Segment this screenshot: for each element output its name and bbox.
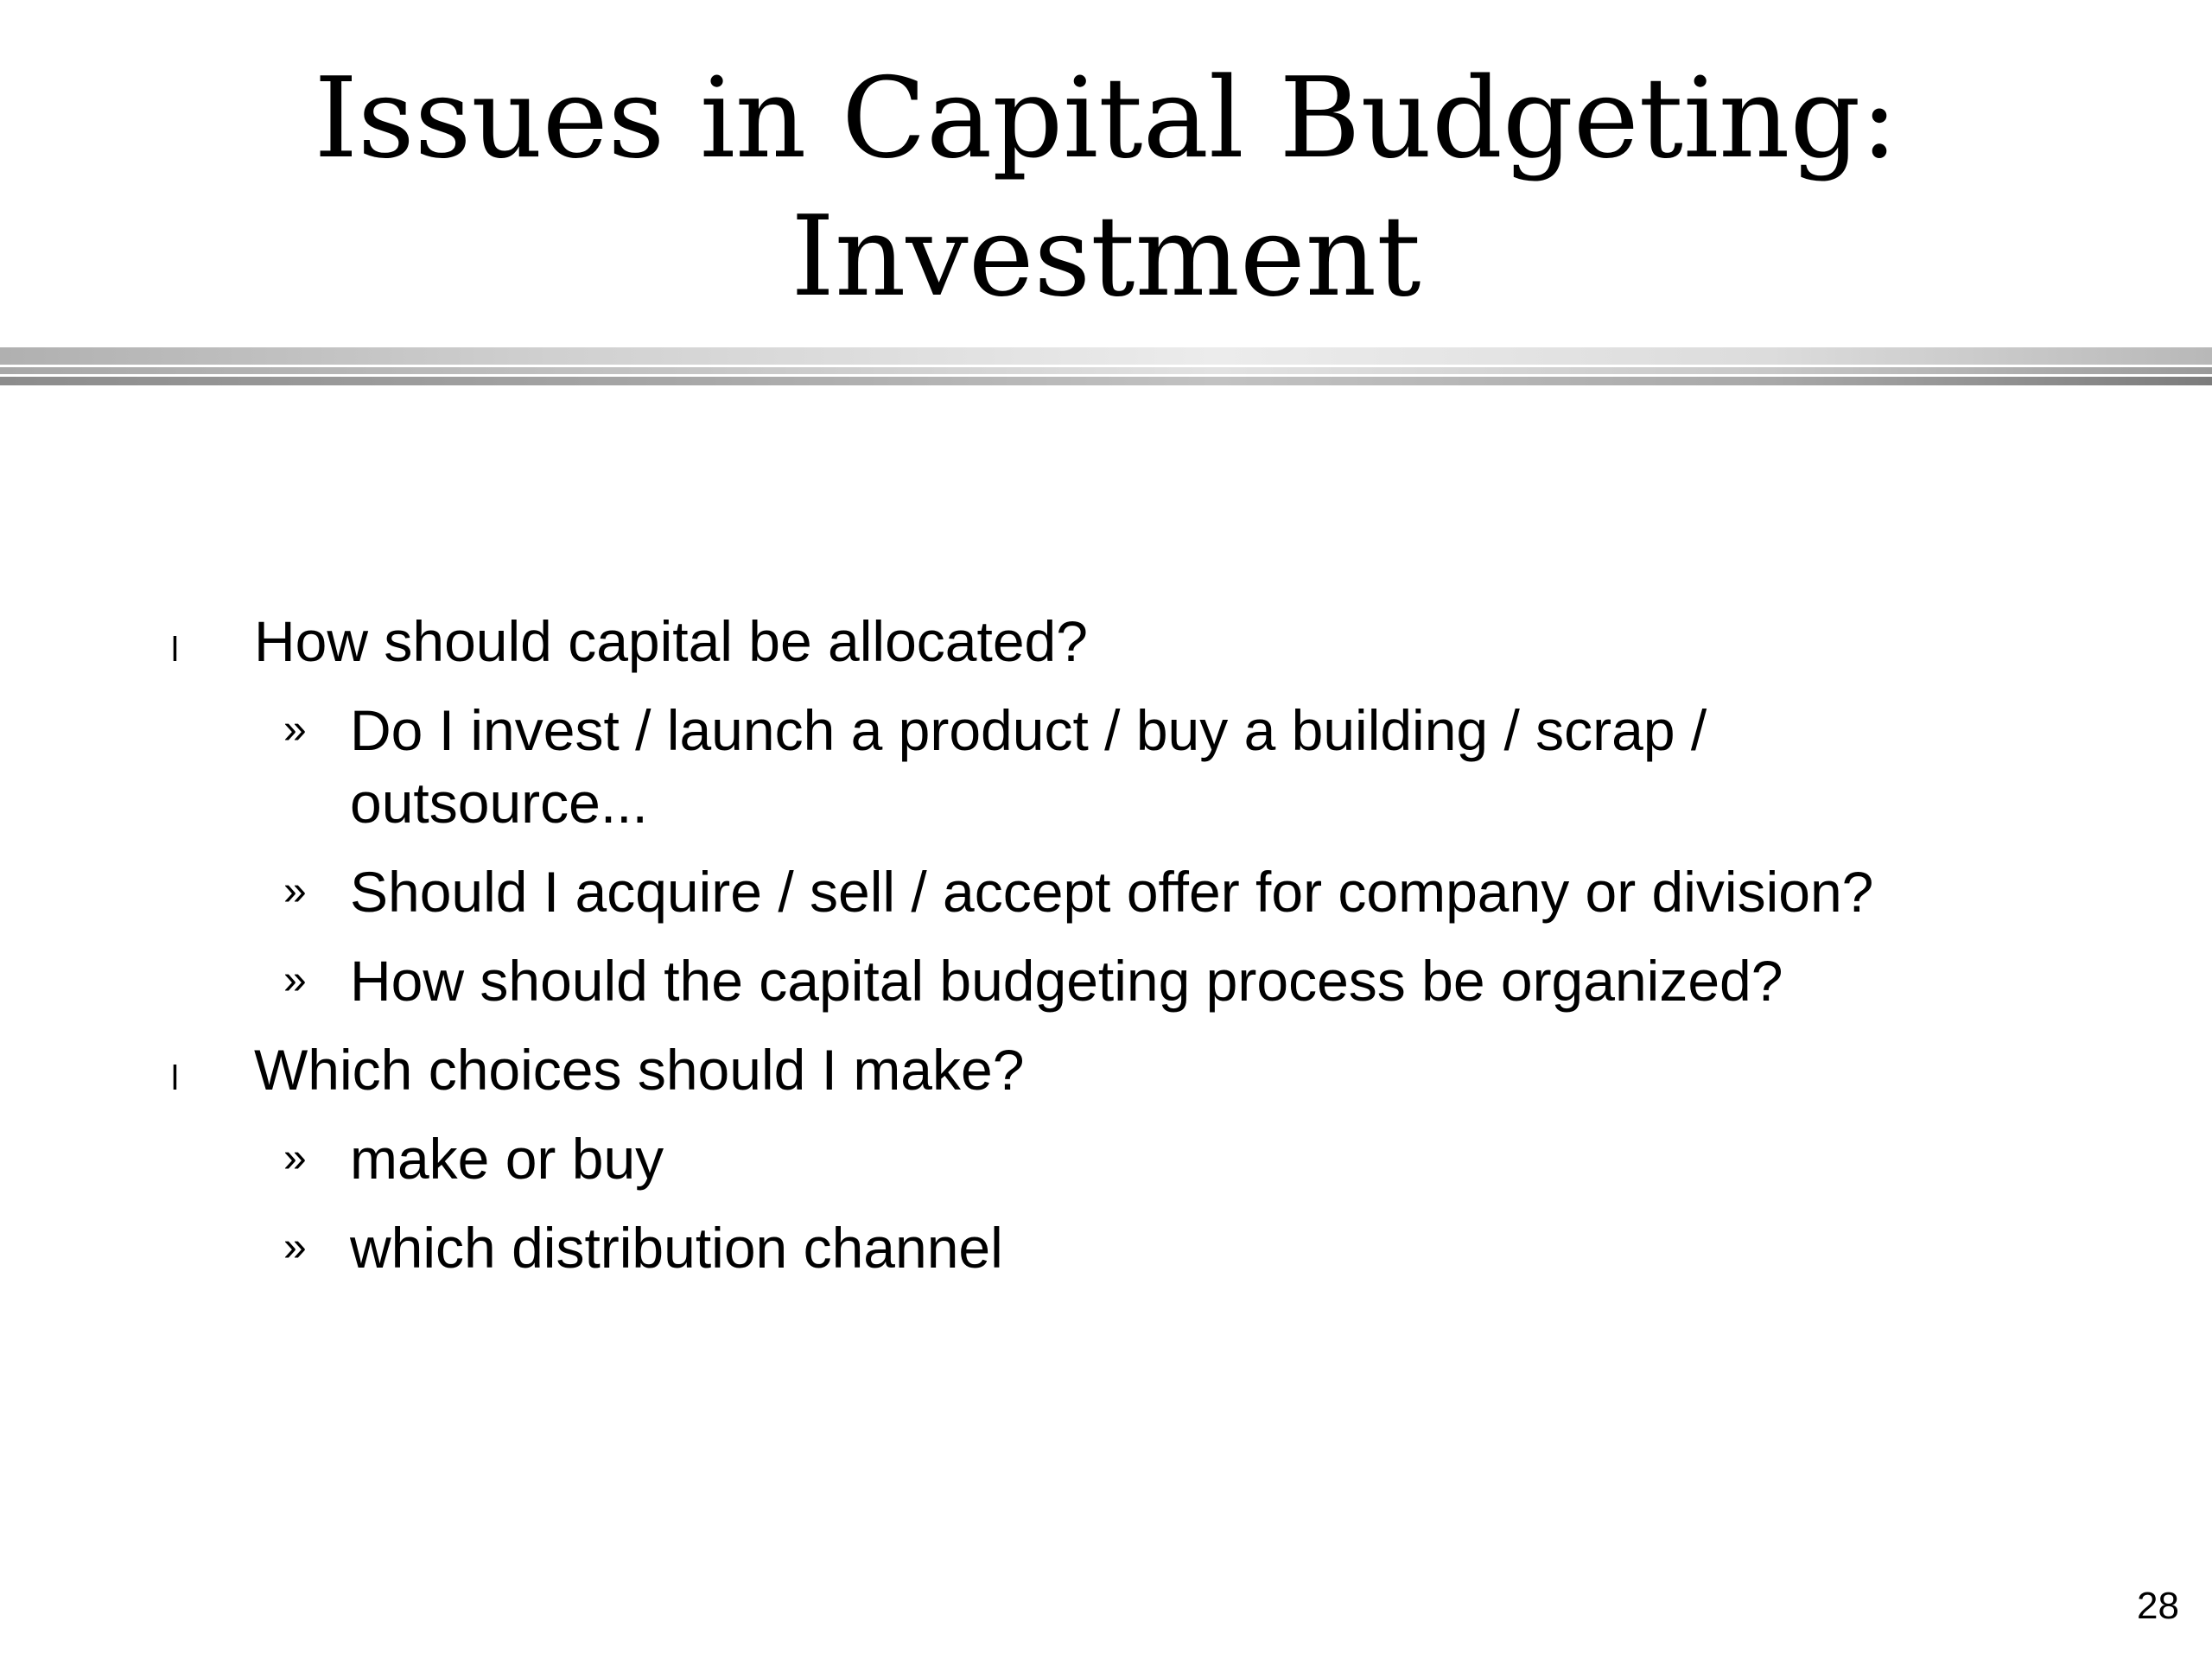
bullet-text: which distribution channel — [350, 1216, 1003, 1280]
bullet-item-level2 — [0, 1211, 1888, 1284]
slide-title-line-2: Investment — [791, 193, 1421, 321]
slide-title-line-1: Issues in Capital Budgeting: — [314, 54, 1898, 183]
bullet-item-level2 — [0, 694, 1888, 839]
title-divider-middle — [0, 367, 2212, 374]
title-divider-top — [0, 347, 2212, 365]
bullet-marker-icon: l — [171, 631, 179, 669]
bullet-marker-icon: l — [171, 1059, 179, 1097]
bullet-text: make or buy — [350, 1127, 664, 1191]
chevron-bullet-icon: » — [283, 957, 307, 1003]
slide-title — [0, 50, 2212, 327]
bullet-text: How should the capital budgeting process be organized? — [350, 949, 1783, 1013]
chevron-bullet-icon: » — [283, 1224, 307, 1270]
bullet-item-level1 — [0, 1033, 2212, 1106]
chevron-bullet-icon: » — [283, 868, 307, 914]
bullet-item-level1 — [0, 605, 2212, 677]
chevron-bullet-icon: » — [283, 707, 307, 753]
bullet-text: How should capital be allocated? — [254, 609, 1088, 673]
bullet-text: Do I invest / launch a product / buy a building / scrap / outsource... — [350, 698, 1707, 835]
bullet-item-level2 — [0, 1122, 1888, 1195]
bullet-item-level2 — [0, 855, 1888, 928]
chevron-bullet-icon: » — [283, 1135, 307, 1181]
bullet-text: Which choices should I make? — [254, 1038, 1025, 1102]
bullet-list — [0, 605, 2212, 1300]
bullet-text: Should I acquire / sell / accept offer for company or division? — [350, 860, 1874, 924]
page-number: 28 — [2137, 1585, 2179, 1627]
bullet-item-level2 — [0, 944, 1888, 1017]
title-divider-bottom — [0, 377, 2212, 385]
